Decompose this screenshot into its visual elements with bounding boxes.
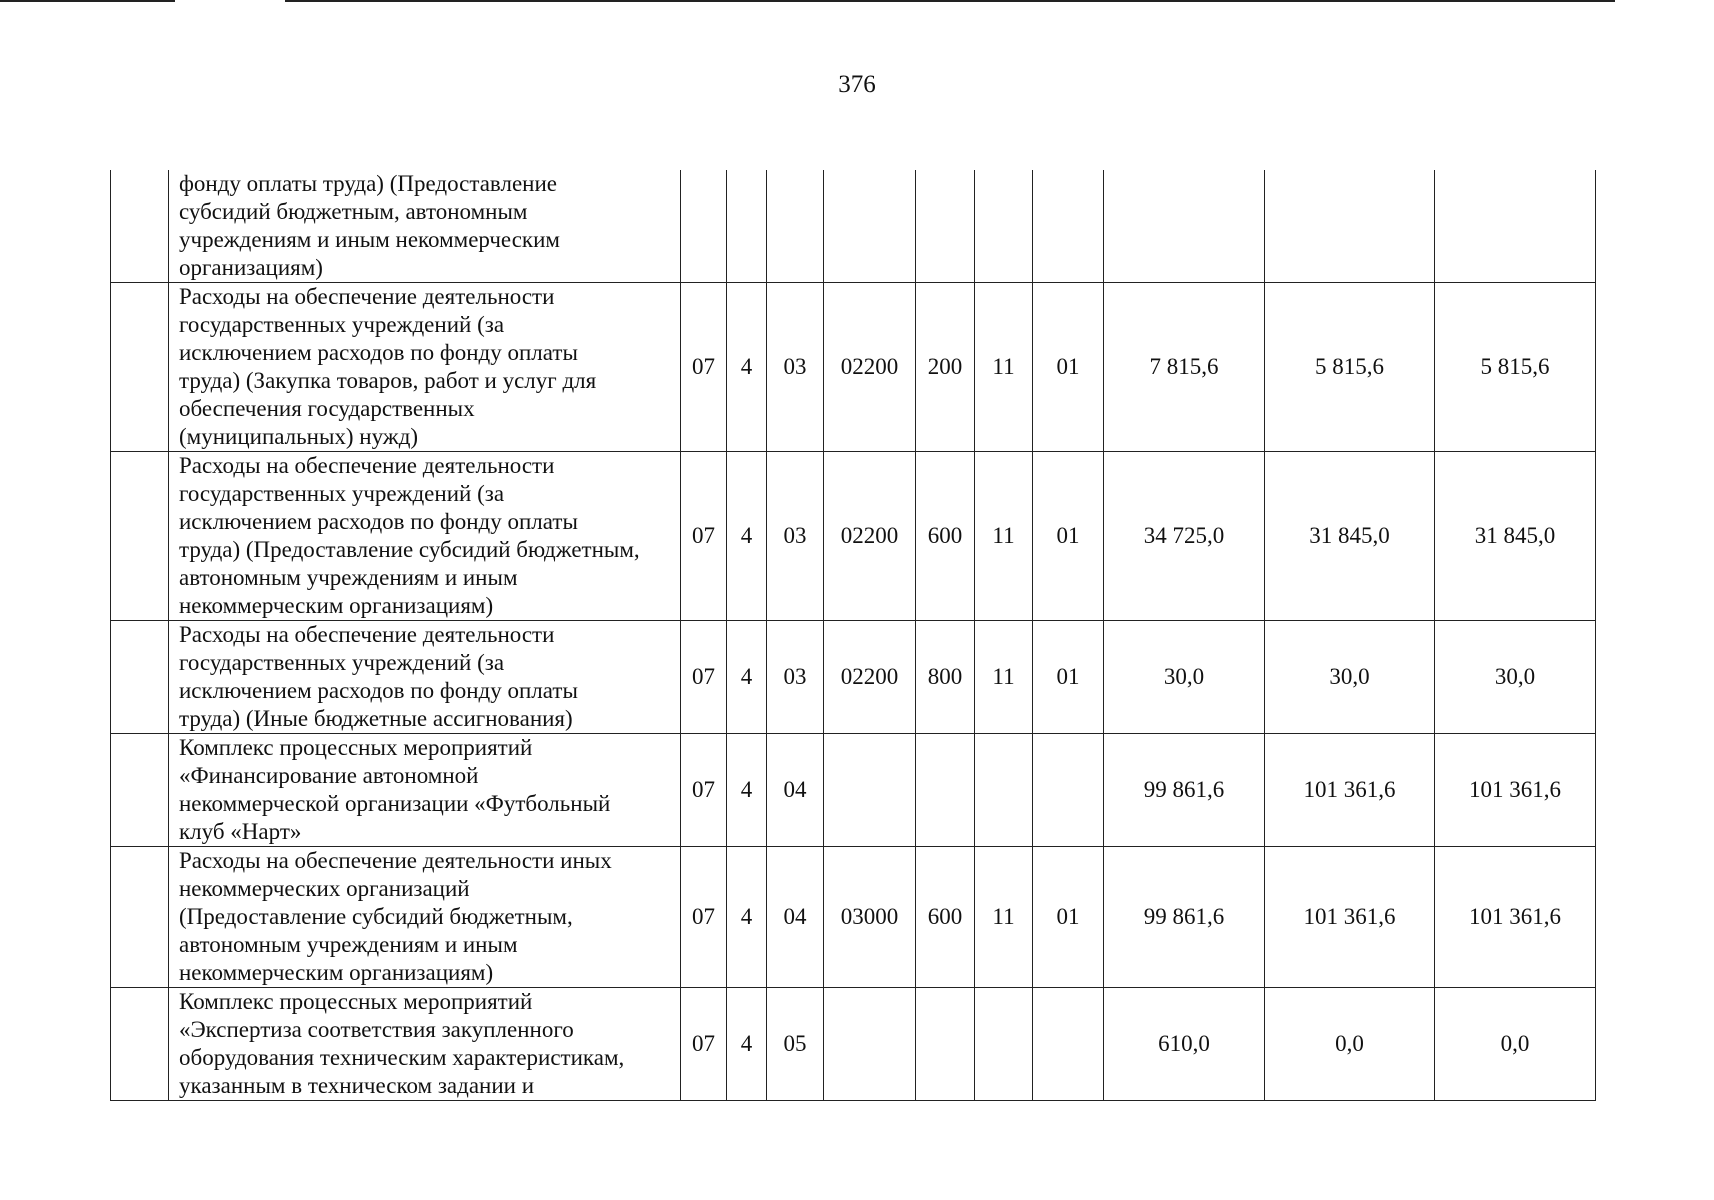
description-line: исключением расходов по фонду оплаты xyxy=(179,509,578,534)
subsection-code-cell: 4 xyxy=(727,847,767,988)
description-cell xyxy=(169,170,681,283)
row-number-cell xyxy=(111,734,169,847)
table-row xyxy=(111,283,1596,452)
description-cell xyxy=(169,283,681,452)
section-code-cell: 07 xyxy=(681,734,727,847)
description-line: организациям) xyxy=(179,255,323,280)
target-code-cell xyxy=(824,170,916,283)
description-line: некоммерческим организациям) xyxy=(179,593,494,618)
section-code-cell: 07 xyxy=(681,847,727,988)
amount-year-3-cell: 31 845,0 xyxy=(1435,452,1596,621)
description-line: государственных учреждений (за xyxy=(179,650,505,675)
description-line: «Экспертиза соответствия закупленного xyxy=(179,1017,574,1042)
row-number-cell xyxy=(111,452,169,621)
expense-type-cell: 600 xyxy=(916,847,975,988)
amount-year-1-cell: 610,0 xyxy=(1104,988,1265,1101)
description-line: (Предоставление субсидий бюджетным, xyxy=(179,904,573,929)
program-code-cell: 03 xyxy=(767,452,824,621)
description-line: Расходы на обеспечение деятельности xyxy=(179,622,555,647)
program-code-cell: 03 xyxy=(767,283,824,452)
program-code-cell: 05 xyxy=(767,988,824,1101)
amount-year-3-cell: 30,0 xyxy=(1435,621,1596,734)
amount-year-2-cell: 5 815,6 xyxy=(1265,283,1435,452)
extra-code-cell: 01 xyxy=(1033,847,1104,988)
table-row xyxy=(111,452,1596,621)
expense-type-cell xyxy=(916,734,975,847)
description-cell xyxy=(169,847,681,988)
description-line: автономным учреждениям и иным xyxy=(179,932,518,957)
target-code-cell xyxy=(824,734,916,847)
section-code-cell xyxy=(681,170,727,283)
row-number-cell xyxy=(111,847,169,988)
row-number-cell xyxy=(111,283,169,452)
description-line: фонду оплаты труда) (Предоставление xyxy=(179,171,557,196)
program-code-cell xyxy=(767,170,824,283)
amount-year-2-cell xyxy=(1265,170,1435,283)
expense-type-cell: 600 xyxy=(916,452,975,621)
subsection-code-cell: 4 xyxy=(727,734,767,847)
description-line: труда) (Иные бюджетные ассигнования) xyxy=(179,706,573,731)
table-row xyxy=(111,847,1596,988)
target-code-cell: 02200 xyxy=(824,283,916,452)
extra-code-cell xyxy=(1033,988,1104,1101)
amount-year-2-cell: 31 845,0 xyxy=(1265,452,1435,621)
program-code-cell: 04 xyxy=(767,847,824,988)
target-code-cell: 02200 xyxy=(824,452,916,621)
table-row xyxy=(111,170,1596,283)
amount-year-1-cell: 34 725,0 xyxy=(1104,452,1265,621)
kosgu-cell: 11 xyxy=(975,452,1033,621)
description-line: некоммерческим организациям) xyxy=(179,960,494,985)
description-cell xyxy=(169,621,681,734)
kosgu-cell xyxy=(975,170,1033,283)
section-code-cell: 07 xyxy=(681,621,727,734)
amount-year-2-cell: 30,0 xyxy=(1265,621,1435,734)
section-code-cell: 07 xyxy=(681,988,727,1101)
expense-type-cell xyxy=(916,988,975,1101)
table-body xyxy=(111,170,1596,1101)
amount-year-1-cell: 99 861,6 xyxy=(1104,847,1265,988)
description-line: государственных учреждений (за xyxy=(179,312,505,337)
table-row xyxy=(111,621,1596,734)
description-line: исключением расходов по фонду оплаты xyxy=(179,340,578,365)
extra-code-cell: 01 xyxy=(1033,621,1104,734)
description-line: автономным учреждениям и иным xyxy=(179,565,518,590)
subsection-code-cell xyxy=(727,170,767,283)
expense-type-cell: 200 xyxy=(916,283,975,452)
kosgu-cell: 11 xyxy=(975,621,1033,734)
description-line: (муниципальных) нужд) xyxy=(179,424,419,449)
extra-code-cell: 01 xyxy=(1033,452,1104,621)
amount-year-1-cell: 99 861,6 xyxy=(1104,734,1265,847)
subsection-code-cell: 4 xyxy=(727,621,767,734)
description-line: указанным в техническом задании и xyxy=(179,1073,535,1098)
amount-year-3-cell: 101 361,6 xyxy=(1435,847,1596,988)
amount-year-3-cell xyxy=(1435,170,1596,283)
description-cell xyxy=(169,734,681,847)
expense-type-cell xyxy=(916,170,975,283)
description-line: клуб «Нарт» xyxy=(179,819,302,844)
kosgu-cell xyxy=(975,734,1033,847)
target-code-cell xyxy=(824,988,916,1101)
top-rule-right xyxy=(285,0,1615,2)
amount-year-2-cell: 101 361,6 xyxy=(1265,847,1435,988)
kosgu-cell: 11 xyxy=(975,283,1033,452)
extra-code-cell: 01 xyxy=(1033,283,1104,452)
extra-code-cell xyxy=(1033,170,1104,283)
amount-year-2-cell: 0,0 xyxy=(1265,988,1435,1101)
amount-year-1-cell: 7 815,6 xyxy=(1104,283,1265,452)
amount-year-3-cell: 101 361,6 xyxy=(1435,734,1596,847)
row-number-cell xyxy=(111,988,169,1101)
kosgu-cell xyxy=(975,988,1033,1101)
description-cell xyxy=(169,452,681,621)
subsection-code-cell: 4 xyxy=(727,452,767,621)
description-cell xyxy=(169,988,681,1101)
target-code-cell: 02200 xyxy=(824,621,916,734)
expense-type-cell: 800 xyxy=(916,621,975,734)
amount-year-3-cell: 0,0 xyxy=(1435,988,1596,1101)
description-line: труда) (Предоставление субсидий бюджетным, xyxy=(179,537,640,562)
description-line: исключением расходов по фонду оплаты xyxy=(179,678,578,703)
description-line: некоммерческих организаций xyxy=(179,876,470,901)
extra-code-cell xyxy=(1033,734,1104,847)
description-line: Комплекс процессных мероприятий xyxy=(179,989,533,1014)
description-line: субсидий бюджетным, автономным xyxy=(179,199,528,224)
amount-year-1-cell xyxy=(1104,170,1265,283)
page-number: 376 xyxy=(838,71,876,98)
description-line: «Финансирование автономной xyxy=(179,763,479,788)
table-row xyxy=(111,734,1596,847)
target-code-cell: 03000 xyxy=(824,847,916,988)
subsection-code-cell: 4 xyxy=(727,988,767,1101)
description-line: Расходы на обеспечение деятельности иных xyxy=(179,848,612,873)
kosgu-cell: 11 xyxy=(975,847,1033,988)
description-line: Расходы на обеспечение деятельности xyxy=(179,453,555,478)
row-number-cell xyxy=(111,621,169,734)
row-number-cell xyxy=(111,170,169,283)
description-line: оборудования техническим характеристикам, xyxy=(179,1045,625,1070)
budget-table xyxy=(110,170,1596,1101)
description-line: государственных учреждений (за xyxy=(179,481,505,506)
amount-year-3-cell: 5 815,6 xyxy=(1435,283,1596,452)
amount-year-2-cell: 101 361,6 xyxy=(1265,734,1435,847)
subsection-code-cell: 4 xyxy=(727,283,767,452)
table-row xyxy=(111,988,1596,1101)
amount-year-1-cell: 30,0 xyxy=(1104,621,1265,734)
description-line: учреждениям и иным некоммерческим xyxy=(179,227,560,252)
program-code-cell: 03 xyxy=(767,621,824,734)
section-code-cell: 07 xyxy=(681,283,727,452)
description-line: Комплекс процессных мероприятий xyxy=(179,735,533,760)
program-code-cell: 04 xyxy=(767,734,824,847)
description-line: некоммерческой организации «Футбольный xyxy=(179,791,611,816)
section-code-cell: 07 xyxy=(681,452,727,621)
top-rule-left xyxy=(0,0,175,2)
description-line: Расходы на обеспечение деятельности xyxy=(179,284,555,309)
description-line: труда) (Закупка товаров, работ и услуг для xyxy=(179,368,597,393)
description-line: обеспечения государственных xyxy=(179,396,475,421)
